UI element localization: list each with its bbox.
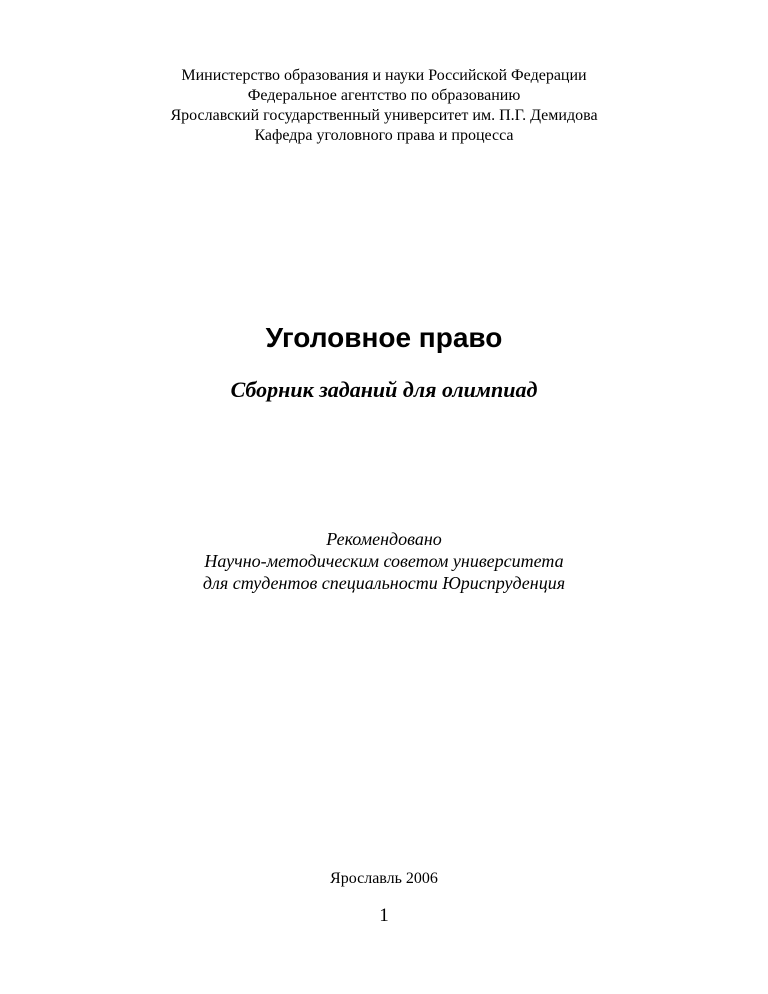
- recommendation-council: Научно-методическим советом университета: [204, 551, 564, 571]
- recommendation-audience: для студентов специальности Юриспруденция: [202, 573, 566, 593]
- city-year: Ярославль 2006: [330, 870, 438, 887]
- department-line: Кафедра уголовного права и процесса: [254, 127, 514, 144]
- recommendation-block: [0, 528, 768, 594]
- document-subtitle: Сборник заданий для олимпиад: [230, 377, 538, 402]
- recommendation-heading: Рекомендовано: [326, 529, 442, 549]
- document-title: Уголовное право: [265, 322, 503, 353]
- institution-header: [0, 66, 768, 146]
- agency-line: Федеральное агентство по образованию: [247, 87, 521, 104]
- page-number: 1: [379, 905, 389, 926]
- ministry-line: Министерство образования и науки Российской Федерации: [181, 67, 587, 84]
- university-line: Ярославский государственный университет им. П.Г. Демидова: [170, 107, 598, 124]
